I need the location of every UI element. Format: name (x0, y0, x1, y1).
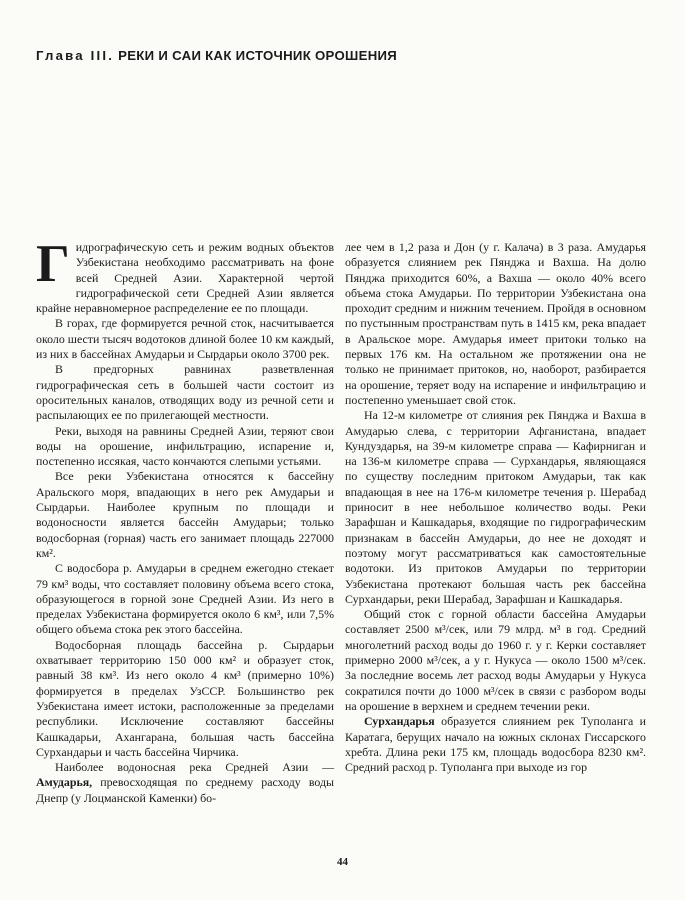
paragraph: В горах, где формируется речной сток, насчитывается около шести тысяч водотоков длиной более 10 км каждый, из них в бассейнах Амударьи и Сырдарьи около 3700 рек. (36, 316, 334, 362)
paragraph: лее чем в 1,2 раза и Дон (у г. Калача) в 3 раза. Амударья образуется слиянием рек Пянджа и Вахша. На долю Пянджа приходится 60%, а Вахша — около 40% всего объема стока Амударьи. По территории Узбекистана она проходит средним и нижним течением. Пройдя в основном по пустынным пространствам путь в 1415 км, река впадает в Аральское море. Амударья имеет притоки только на первых 176 км. На остальном же протяжении она не только не принимает притоков, но, наоборот, разбирается на орошение, теряет воду на испарение и инфильтрацию и постепенно уменьшает свой сток. (345, 240, 646, 407)
term-amudarya: Амударья, (36, 775, 93, 790)
paragraph: На 12-м километре от слияния рек Пянджа и Вахша в Амударью слева, с территории Афганистана, впадает Кундуздарья, на 39-м километре справа — Кафирниган и на 136-м километре справа — Сурхандарья, являющаяся по существу последним притоком Амударьи, так как впадающая в нее на 176-м километре течения р. Шерабад приносит в нее небольшое количество воды. Реки Зарафшан и Кашкадарья, входящие по гидрографическим признакам в бассейн Амударьи, до нее не доходят и поэтому могут рассматриваться как самостоятельные водотоки. Из притоков Амударьи по территории Узбекистана протекают большая часть рек бассейна Сурхандарьи, реки Шерабад, Зарафшан и Кашкадарья. (345, 408, 646, 606)
paragraph: С водосбора р. Амударьи в среднем ежегодно стекает 79 км³ воды, что составляет половину объема всего стока, образующегося в горной зоне Средней Азии. Из него в пределах Узбекистана формируется около 6 км³, или 7,5% общего объема стока рек этого бассейна. (36, 561, 334, 637)
paragraph: Гидрографическую сеть и режим водных объектов Узбекистана необходимо рассматривать на фоне всей Средней Азии. Характерной чертой гидрографической сети Средней Азии является крайне неравномерное распределение ее по площади. (36, 235, 334, 316)
page-number: 44 (337, 856, 348, 868)
paragraph: В предгорных равнинах разветвленная гидрографическая сеть в большей части состоит из оросительных каналов, отводящих воду из речной сети и распылающих ее по прилегающей местности. (36, 362, 334, 423)
paragraph: Все реки Узбекистана относятся к бассейну Аральского моря, впадающих в него рек Амударьи и Сырдарьи. Наиболее крупным по площади и водоносности является бассейн Амударьи; только водосборная (горная) часть его занимает площадь 227000 км². (36, 469, 334, 560)
drop-cap: Г (36, 235, 70, 293)
paragraph: Общий сток с горной области бассейна Амударьи составляет 2500 м³/сек, или 79 млрд. м³ в год. Средний многолетний расход воды до 1960 г. у г. Керки составляет примерно 2000 м³/сек, а у г. Нукуса — около 1500 м³/сек. За последние восемь лет расход воды Амударьи у Нукуса сократился почти до 1000 м³/сек в связи с разбором воды на орошение в верхнем и среднем течении реки. (345, 607, 646, 713)
paragraph: Реки, выходя на равнины Средней Азии, теряют свои воды на орошение, инфильтрацию, испарение и, постепенно иссякая, часто кончаются слепыми устьями. (36, 423, 334, 469)
chapter-heading (36, 48, 397, 63)
term-surkhandarya: Сурхандарья (364, 714, 435, 729)
paragraph: Наиболее водоносная река Средней Азии — Амударья, превосходящая по среднему расходу воды Днепр (у Лоцманской Каменки) бо- (36, 760, 334, 805)
paragraph: Сурхандарья образуется слиянием рек Туполанга и Каратага, берущих начало на южных склонах Гиссарского хребта. Длина реки 175 км, площадь водосбора 8230 км². Средний расход р. Туполанга при выходе из гор (345, 714, 646, 775)
right-column (345, 240, 646, 775)
chapter-label: Глава III. (36, 48, 115, 63)
left-column (36, 235, 334, 806)
chapter-title: РЕКИ И САИ КАК ИСТОЧНИК ОРОШЕНИЯ (118, 48, 398, 63)
paragraph: Водосборная площадь бассейна р. Сырдарьи охватывает территорию 150 000 км² и образует сток, равный 38 км³. Из него около 4 км³ (примерно 10%) формируется в пределах УзССР. Большинство рек Узбекистана имеет истоки, расположенные за пределами республики. Исключение составляют бассейны Кашкадарьи, Ахангарана, большая часть бассейна Сурхандарьи и часть бассейна Чирчика. (36, 637, 334, 759)
